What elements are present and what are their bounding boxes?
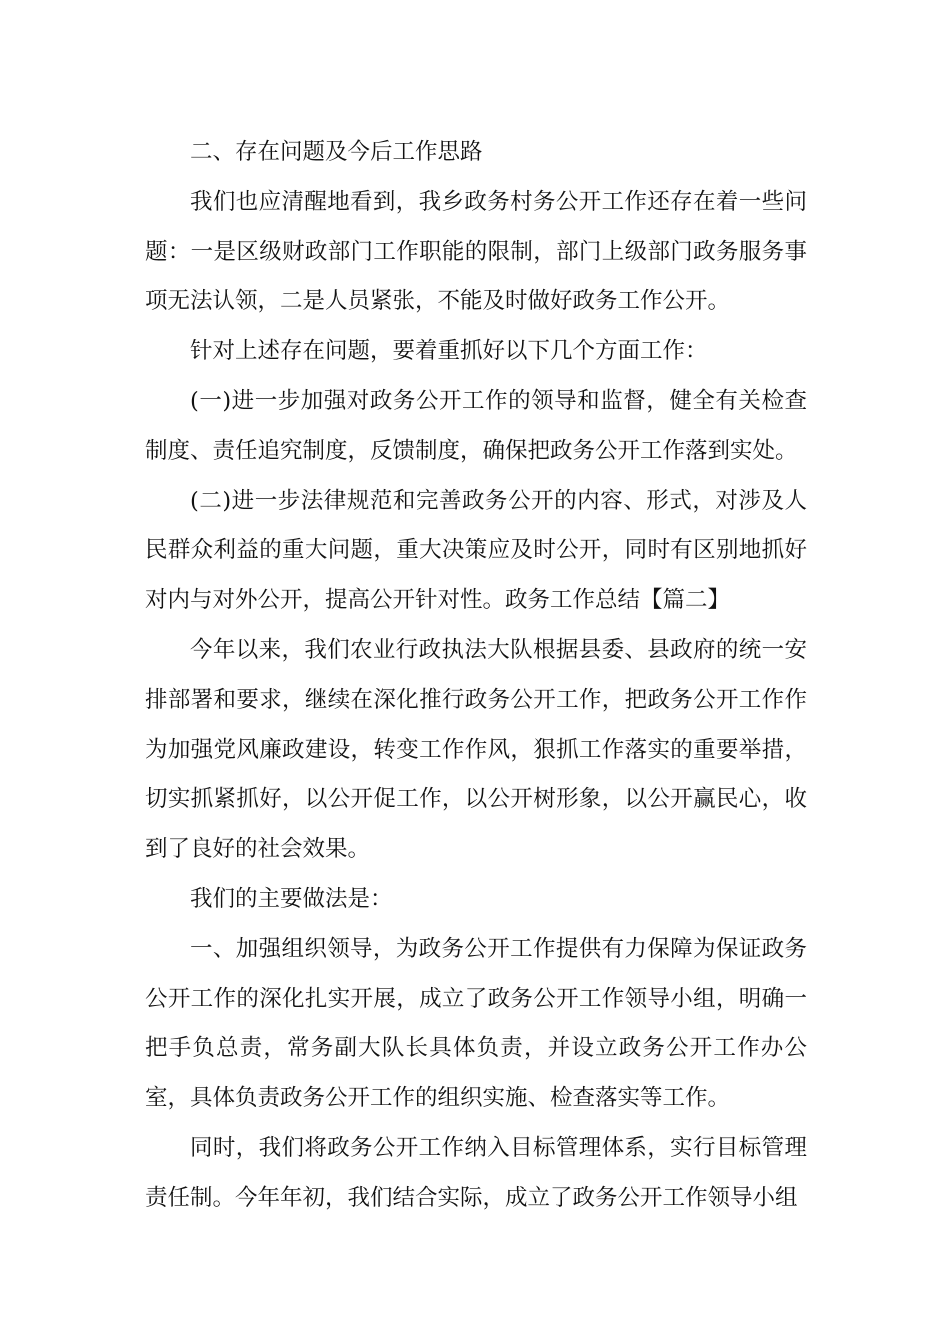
paragraph: 我们也应清醒地看到，我乡政务村务公开工作还存在着一些问题：一是区级财政部门工作职能的限制，部门上级部门政务服务事项无法认领，二是人员紧张，不能及时做好政务工作公开。 [145, 188, 807, 315]
paragraph: (二)进一步法律规范和完善政务公开的内容、形式，对涉及人民群众利益的重大问题，重大决策应及时公开，同时有区别地抓好对内与对外公开，提高公开针对性。政务工作总结【篇二】 [145, 487, 807, 614]
paragraph: (一)进一步加强对政务公开工作的领导和监督，健全有关检查制度、责任追究制度，反馈制度，确保把政务公开工作落到实处。 [145, 387, 807, 464]
paragraph: 同时，我们将政务公开工作纳入目标管理体系，实行目标管理责任制。今年年初，我们结合实际，成立了政务公开工作领导小组 [145, 1134, 807, 1211]
paragraph: 针对上述存在问题，要着重抓好以下几个方面工作： [190, 338, 708, 365]
paragraph: 一、加强组织领导，为政务公开工作提供有力保障为保证政务公开工作的深化扎实开展，成立了政务公开工作领导小组，明确一把手负总责，常务副大队长具体负责，并设立政务公开工作办公室，具体负责政务公开工作的组织实施、检查落实等工作。 [145, 935, 807, 1112]
section-heading: 二、存在问题及今后工作思路 [190, 139, 483, 165]
document-body [145, 128, 807, 1224]
paragraph: 今年以来，我们农业行政执法大队根据县委、县政府的统一安排部署和要求，继续在深化推行政务公开工作，把政务公开工作作为加强党风廉政建设，转变工作作风，狠抓工作落实的重要举措，切实抓紧抓好，以公开促工作，以公开树形象，以公开赢民心，收到了良好的社会效果。 [145, 636, 807, 863]
paragraph: 我们的主要做法是： [190, 885, 393, 912]
